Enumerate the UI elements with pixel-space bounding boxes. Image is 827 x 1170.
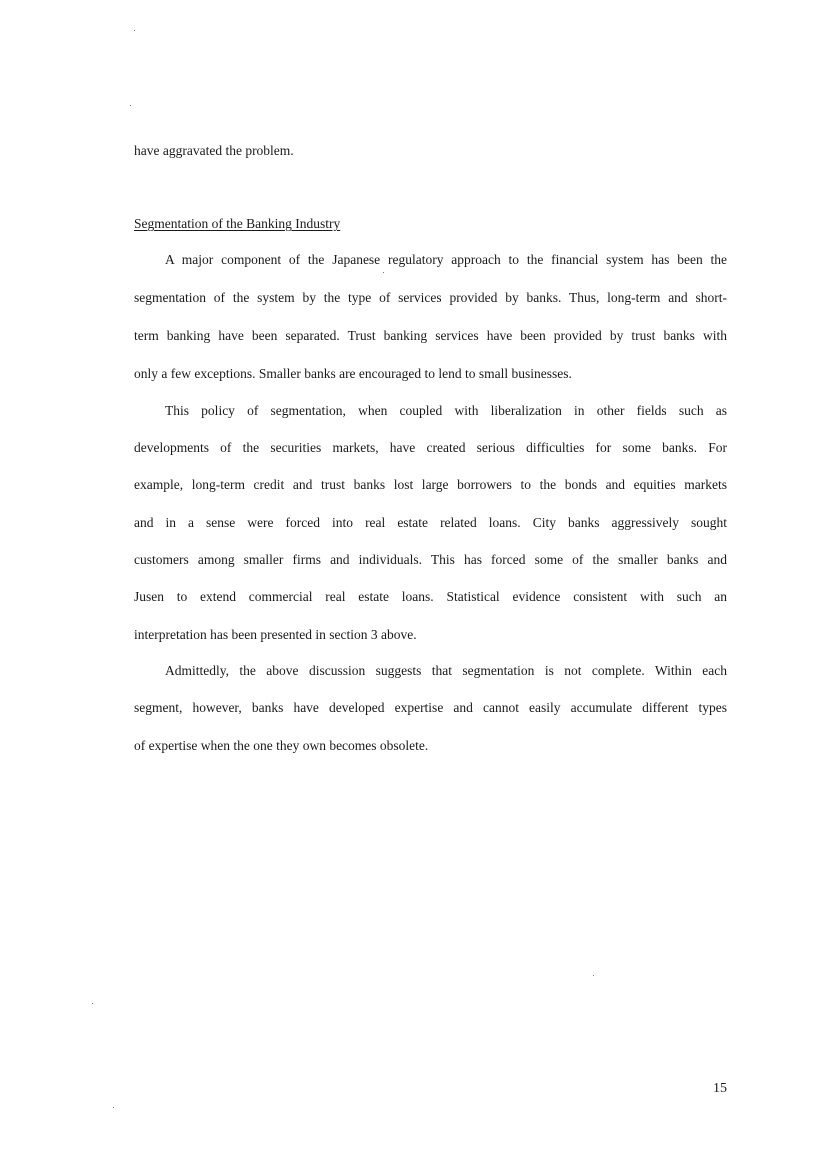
scan-speck	[92, 1003, 93, 1004]
scan-speck	[113, 1107, 114, 1108]
scan-speck	[383, 272, 384, 273]
continuation-line: have aggravated the problem.	[134, 143, 294, 158]
paragraph-2-line-7: interpretation has been presented in section 3 above.	[134, 627, 417, 642]
paragraph-2-line-6: Jusen to extend commercial real estate loans. Statistical evidence consistent with such an	[134, 589, 727, 604]
paragraph-1-line-4: only a few exceptions. Smaller banks are encouraged to lend to small businesses.	[134, 366, 572, 381]
paragraph-2-line-1: This policy of segmentation, when coupled with liberalization in other fields such as	[165, 403, 727, 418]
paragraph-3-line-1: Admittedly, the above discussion suggests that segmentation is not complete. Within each	[165, 663, 727, 678]
section-heading: Segmentation of the Banking Industry	[134, 216, 341, 231]
paragraph-2-line-5: customers among smaller firms and individuals. This has forced some of the smaller banks and	[134, 552, 727, 567]
paragraph-1-line-1: A major component of the Japanese regulatory approach to the financial system has been the	[165, 252, 727, 267]
paragraph-1-line-2: segmentation of the system by the type of services provided by banks. Thus, long-term and short-	[134, 290, 727, 305]
scan-speck	[593, 975, 594, 976]
scan-speck	[130, 105, 131, 106]
paragraph-3-line-2: segment, however, banks have developed expertise and cannot easily accumulate different types	[134, 700, 727, 715]
scan-speck	[134, 30, 135, 31]
paragraph-3-line-3: of expertise when the one they own becomes obsolete.	[134, 738, 429, 753]
paragraph-1-line-3: term banking have been separated. Trust banking services have been provided by trust banks with	[134, 328, 727, 343]
paragraph-2-line-2: developments of the securities markets, have created serious difficulties for some banks. For	[134, 440, 727, 455]
paragraph-2-line-4: and in a sense were forced into real estate related loans. City banks aggressively sought	[134, 515, 727, 530]
paragraph-2-line-3: example, long-term credit and trust banks lost large borrowers to the bonds and equities markets	[134, 477, 727, 492]
page-number: 15	[713, 1081, 727, 1096]
